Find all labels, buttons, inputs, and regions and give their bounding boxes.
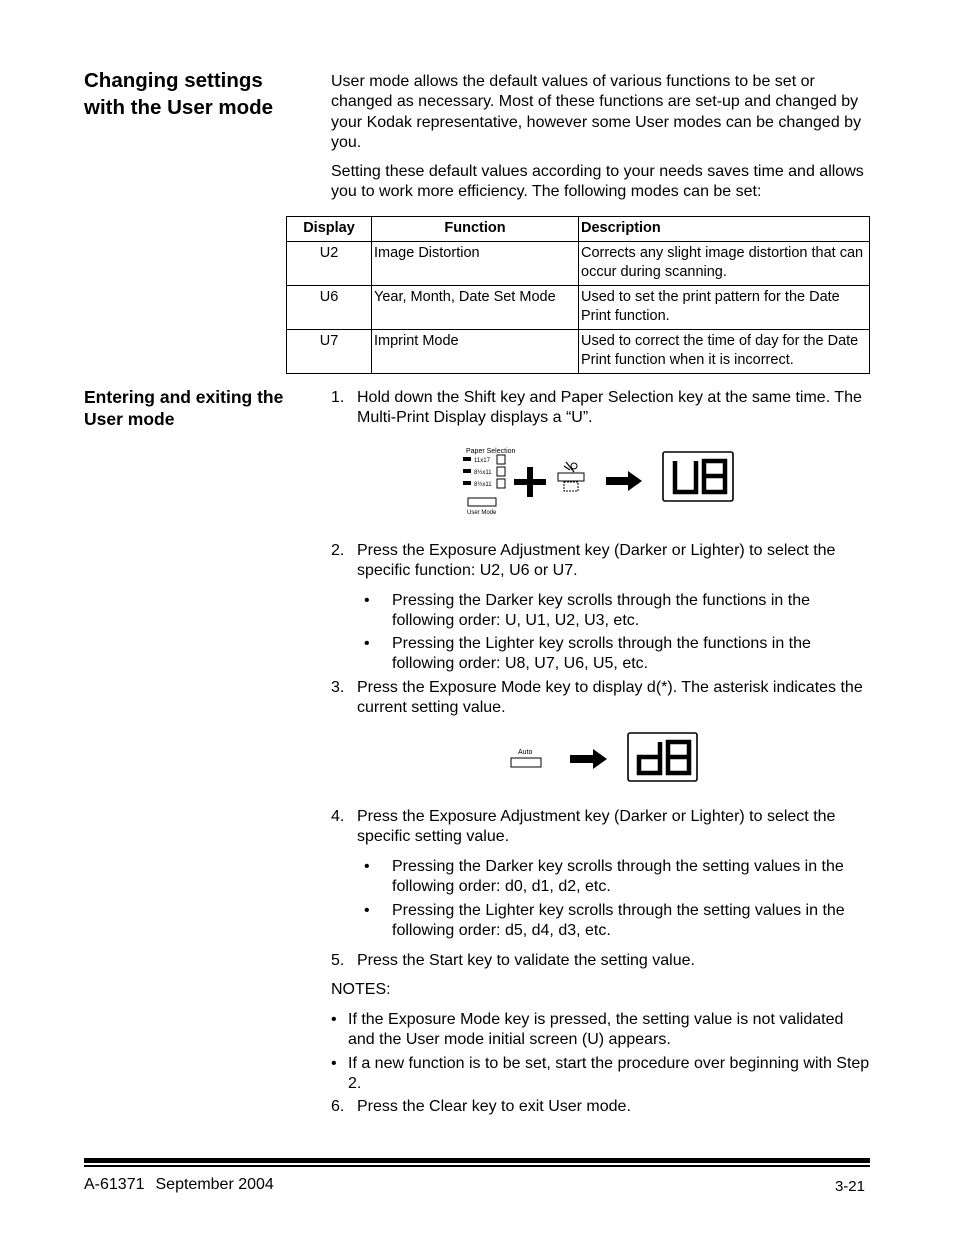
table-row (287, 242, 870, 286)
paper-size-label: 11x17 (474, 458, 490, 464)
step-2-text: Press the Exposure Adjustment key (Darker or Lighter) to select the specific function: U2, U6 or U7. (357, 542, 836, 580)
cell-display: U2 (287, 242, 372, 286)
indicator-led (463, 481, 471, 485)
step-number: 5. (331, 952, 345, 969)
footer-date: September 2004 (155, 1176, 274, 1193)
footer-doc-id: A-61371 (84, 1176, 145, 1193)
paper-size-label: 8½x11 (474, 482, 492, 488)
bullet-icon: • (364, 858, 370, 875)
cell-function: Imprint Mode (372, 330, 579, 374)
step-4-text: Press the Exposure Adjustment key (Darker or Lighter) to select the specific setting value. (357, 808, 836, 846)
exposure-mode-figure (508, 730, 702, 784)
step-4-bullet-2: Pressing the Lighter key scrolls through the setting values in the following order: d5, d4, d3, etc. (392, 902, 845, 940)
footer-doc-info (84, 1176, 274, 1194)
cell-function: Image Distortion (372, 242, 579, 286)
user-modes-table (286, 216, 870, 374)
notes-label: NOTES: (331, 981, 391, 998)
intro-paragraph-1: User mode allows the default values of various functions to be set or changed as necessary. Most of these functions are set-up and changed by your Kodak representative, however some User modes can be changed by you. (331, 73, 862, 151)
step-6-text: Press the Clear key to exit User mode. (357, 1098, 631, 1115)
cell-display: U6 (287, 286, 372, 330)
cell-description: Used to set the print pattern for the Date Print function. (579, 286, 870, 330)
cell-description: Corrects any slight image distortion that can occur during scanning. (579, 242, 870, 286)
arrow-right-icon (606, 471, 642, 491)
bullet-icon: • (331, 1011, 337, 1028)
plus-icon (514, 467, 546, 497)
step-1-text: Hold down the Shift key and Paper Selection key at the same time. The Multi-Print Display displays a “U”. (357, 389, 862, 427)
step-3-text: Press the Exposure Mode key to display d(*). The asterisk indicates the current setting value. (357, 679, 863, 717)
step-2-bullet-2: Pressing the Lighter key scrolls through the functions in the following order: U8, U7, U6, U5, etc. (392, 635, 811, 673)
footer-rule-thin (84, 1165, 870, 1167)
cell-display: U7 (287, 330, 372, 374)
step-number: 2. (331, 542, 345, 559)
cell-description: Used to correct the time of day for the Date Print function when it is incorrect. (579, 330, 870, 374)
table-header-row (287, 217, 870, 242)
auto-key-label: Auto (518, 749, 533, 756)
paper-icon (497, 479, 505, 488)
paper-size-label: 8½x11 (474, 470, 492, 476)
subsection-heading: Entering and exiting the User mode (84, 387, 284, 429)
step-number: 3. (331, 679, 345, 696)
seven-segment-zero (668, 742, 689, 773)
user-mode-label: User Mode (467, 510, 497, 516)
footer-rule-thick (84, 1158, 870, 1163)
bullet-icon: • (364, 635, 370, 652)
shift-key-icon (558, 462, 584, 491)
table-row (287, 286, 870, 330)
step-5-text: Press the Start key to validate the setting value. (357, 952, 695, 969)
paper-selection-label: Paper Selection (466, 448, 516, 455)
paper-icon (497, 467, 505, 476)
shift-paper-selection-figure (460, 444, 740, 518)
column-header-function: Function (372, 217, 579, 242)
seven-segment-zero (704, 461, 725, 492)
note-2: If a new function is to be set, start the procedure over beginning with Step 2. (348, 1055, 870, 1093)
user-mode-key (468, 498, 496, 506)
column-header-display: Display (287, 217, 372, 242)
bullet-icon: • (364, 592, 370, 609)
step-number: 4. (331, 808, 345, 825)
multi-print-display (663, 452, 733, 501)
step-2-bullet-1: Pressing the Darker key scrolls through the functions in the following order: U, U1, U2, U3, etc. (392, 592, 810, 630)
bullet-icon: • (331, 1055, 337, 1072)
arrow-right-icon (570, 749, 607, 769)
column-header-description: Description (579, 217, 870, 242)
table-row (287, 330, 870, 374)
bullet-icon: • (364, 902, 370, 919)
step-number: 1. (331, 389, 345, 406)
indicator-led (463, 457, 471, 461)
indicator-led (463, 469, 471, 473)
intro-paragraph-2: Setting these default values according to your needs saves time and allows you to work more efficiency. The following modes can be set: (331, 163, 864, 201)
cell-function: Year, Month, Date Set Mode (372, 286, 579, 330)
paper-icon (497, 455, 505, 464)
section-heading: Changing settings with the User mode (84, 69, 274, 119)
note-1: If the Exposure Mode key is pressed, the setting value is not validated and the User mode initial screen (U) appears. (348, 1011, 844, 1049)
seven-segment-u (675, 461, 696, 492)
step-4-bullet-1: Pressing the Darker key scrolls through the setting values in the following order: d0, d1, d2, etc. (392, 858, 844, 896)
auto-key (511, 758, 541, 767)
multi-print-display (628, 733, 697, 781)
step-number: 6. (331, 1098, 345, 1115)
page-number: 3-21 (834, 1178, 865, 1195)
seven-segment-d (639, 742, 660, 773)
